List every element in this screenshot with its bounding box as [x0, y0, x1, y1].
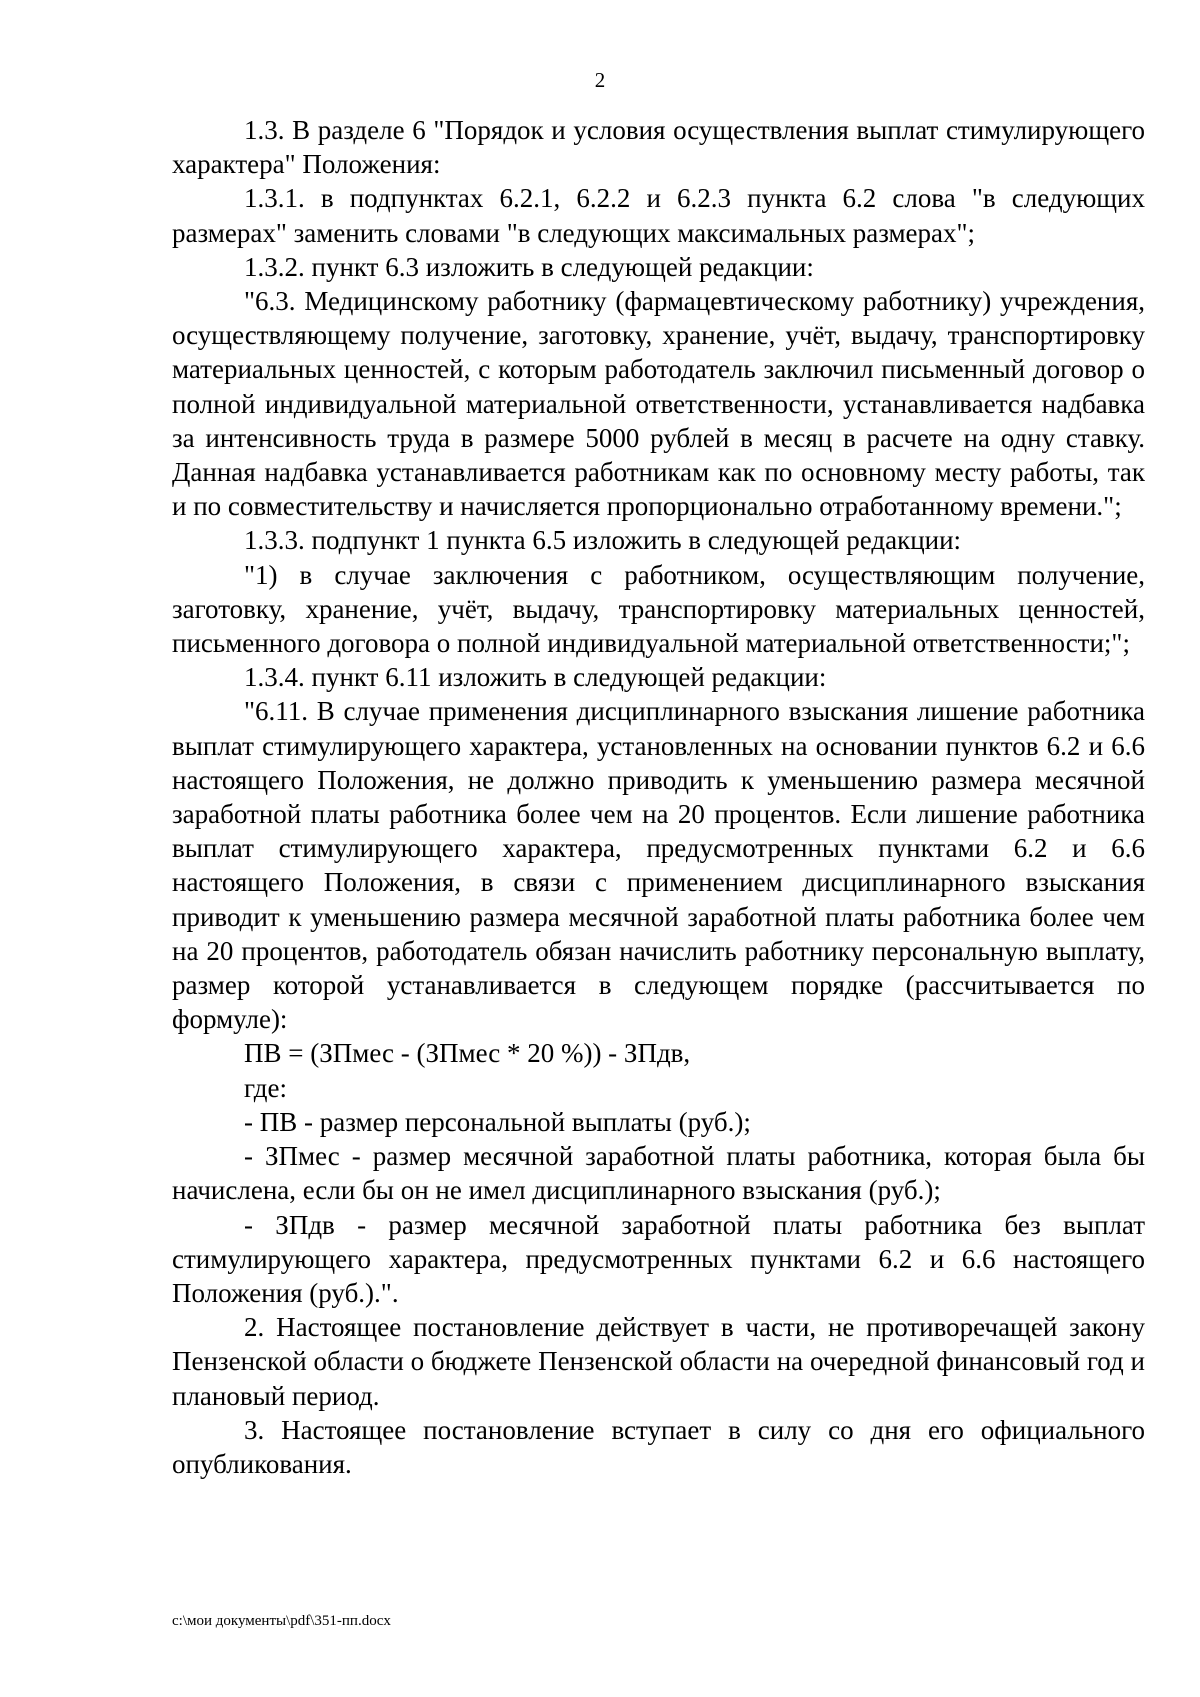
paragraph-section-1-3: 1.3. В разделе 6 "Порядок и условия осуществления выплат стимулирующего характера" Положения:: [172, 115, 1145, 180]
footer-file-path: c:\мои документы\pdf\351-пп.docx: [172, 1613, 391, 1629]
definition-pv: - ПВ - размер персональной выплаты (руб.);: [244, 1106, 751, 1137]
definition-zpmes: - ЗПмес - размер месячной заработной платы работника, которая была бы начислена, если бы он не имел дисциплинарного взыскания (руб.);: [172, 1141, 1145, 1206]
paragraph-2: 2. Настоящее постановление действует в части, не противоречащей закону Пензенской области о бюджете Пензенской области на очередной финансовый год и плановый период.: [172, 1312, 1145, 1411]
formula-line: ПВ = (ЗПмес - (ЗПмес * 20 %)) - ЗПдв,: [244, 1038, 691, 1069]
paragraph-point-6-11: "6.11. В случае применения дисциплинарного взыскания лишение работника выплат стимулирующего характера, установленных на основании пунктов 6.2 и 6.6 настоящего Положения, не должно приводить к уменьшению размера месячной заработной платы работника более чем на 20 процентов. Если лишение работника выплат стимулирующего характера, предусмотренных пунктами 6.2 и 6.6 настоящего Положения, в связи с применением дисциплинарного взыскания приводит к уменьшению размера месячной заработной платы работника более чем на 20 процентов, работодатель обязан начислить работнику персональную выплату, размер которой устанавливается в следующем порядке (рассчитывается по формуле):: [172, 696, 1145, 1035]
paragraph-1-3-2: 1.3.2. пункт 6.3 изложить в следующей редакции:: [244, 251, 814, 282]
paragraph-point-6-3: "6.3. Медицинскому работнику (фармацевтическому работнику) учреждения, осуществляющему получение, заготовку, хранение, учёт, выдачу, транспортировку материальных ценностей, с которым работодатель заключил письменный договор о полной индивидуальной материальной ответственности, устанавливается надбавка за интенсивность труда в размере 5000 рублей в месяц в расчете на одну ставку. Данная надбавка устанавливается работникам как по основному месту работы, так и по совместительству и начисляется пропорционально отработанному времени.";: [172, 286, 1145, 522]
paragraph-1-3-4: 1.3.4. пункт 6.11 изложить в следующей редакции:: [244, 662, 827, 693]
paragraph-3: 3. Настоящее постановление вступает в силу со дня его официального опубликования.: [172, 1414, 1145, 1479]
document-body: [172, 113, 1145, 1481]
paragraph-1-3-3: 1.3.3. подпункт 1 пункта 6.5 изложить в следующей редакции:: [244, 525, 962, 556]
formula-where: где:: [244, 1072, 287, 1103]
definition-zpdv: - ЗПдв - размер месячной заработной платы работника без выплат стимулирующего характера, предусмотренных пунктами 6.2 и 6.6 настоящего Положения (руб.).".: [172, 1209, 1145, 1308]
page-number: 2: [594, 68, 606, 92]
paragraph-subpoint-1: "1) в случае заключения с работником, осуществляющим получение, заготовку, хранение, учёт, выдачу, транспортировку материальных ценностей, письменного договора о полной индивидуальной материальной ответственности;";: [172, 559, 1145, 659]
paragraph-1-3-1: 1.3.1. в подпунктах 6.2.1, 6.2.2 и 6.2.3 пункта 6.2 слова "в следующих размерах" заменить словами "в следующих максимальных размерах";: [172, 183, 1145, 248]
